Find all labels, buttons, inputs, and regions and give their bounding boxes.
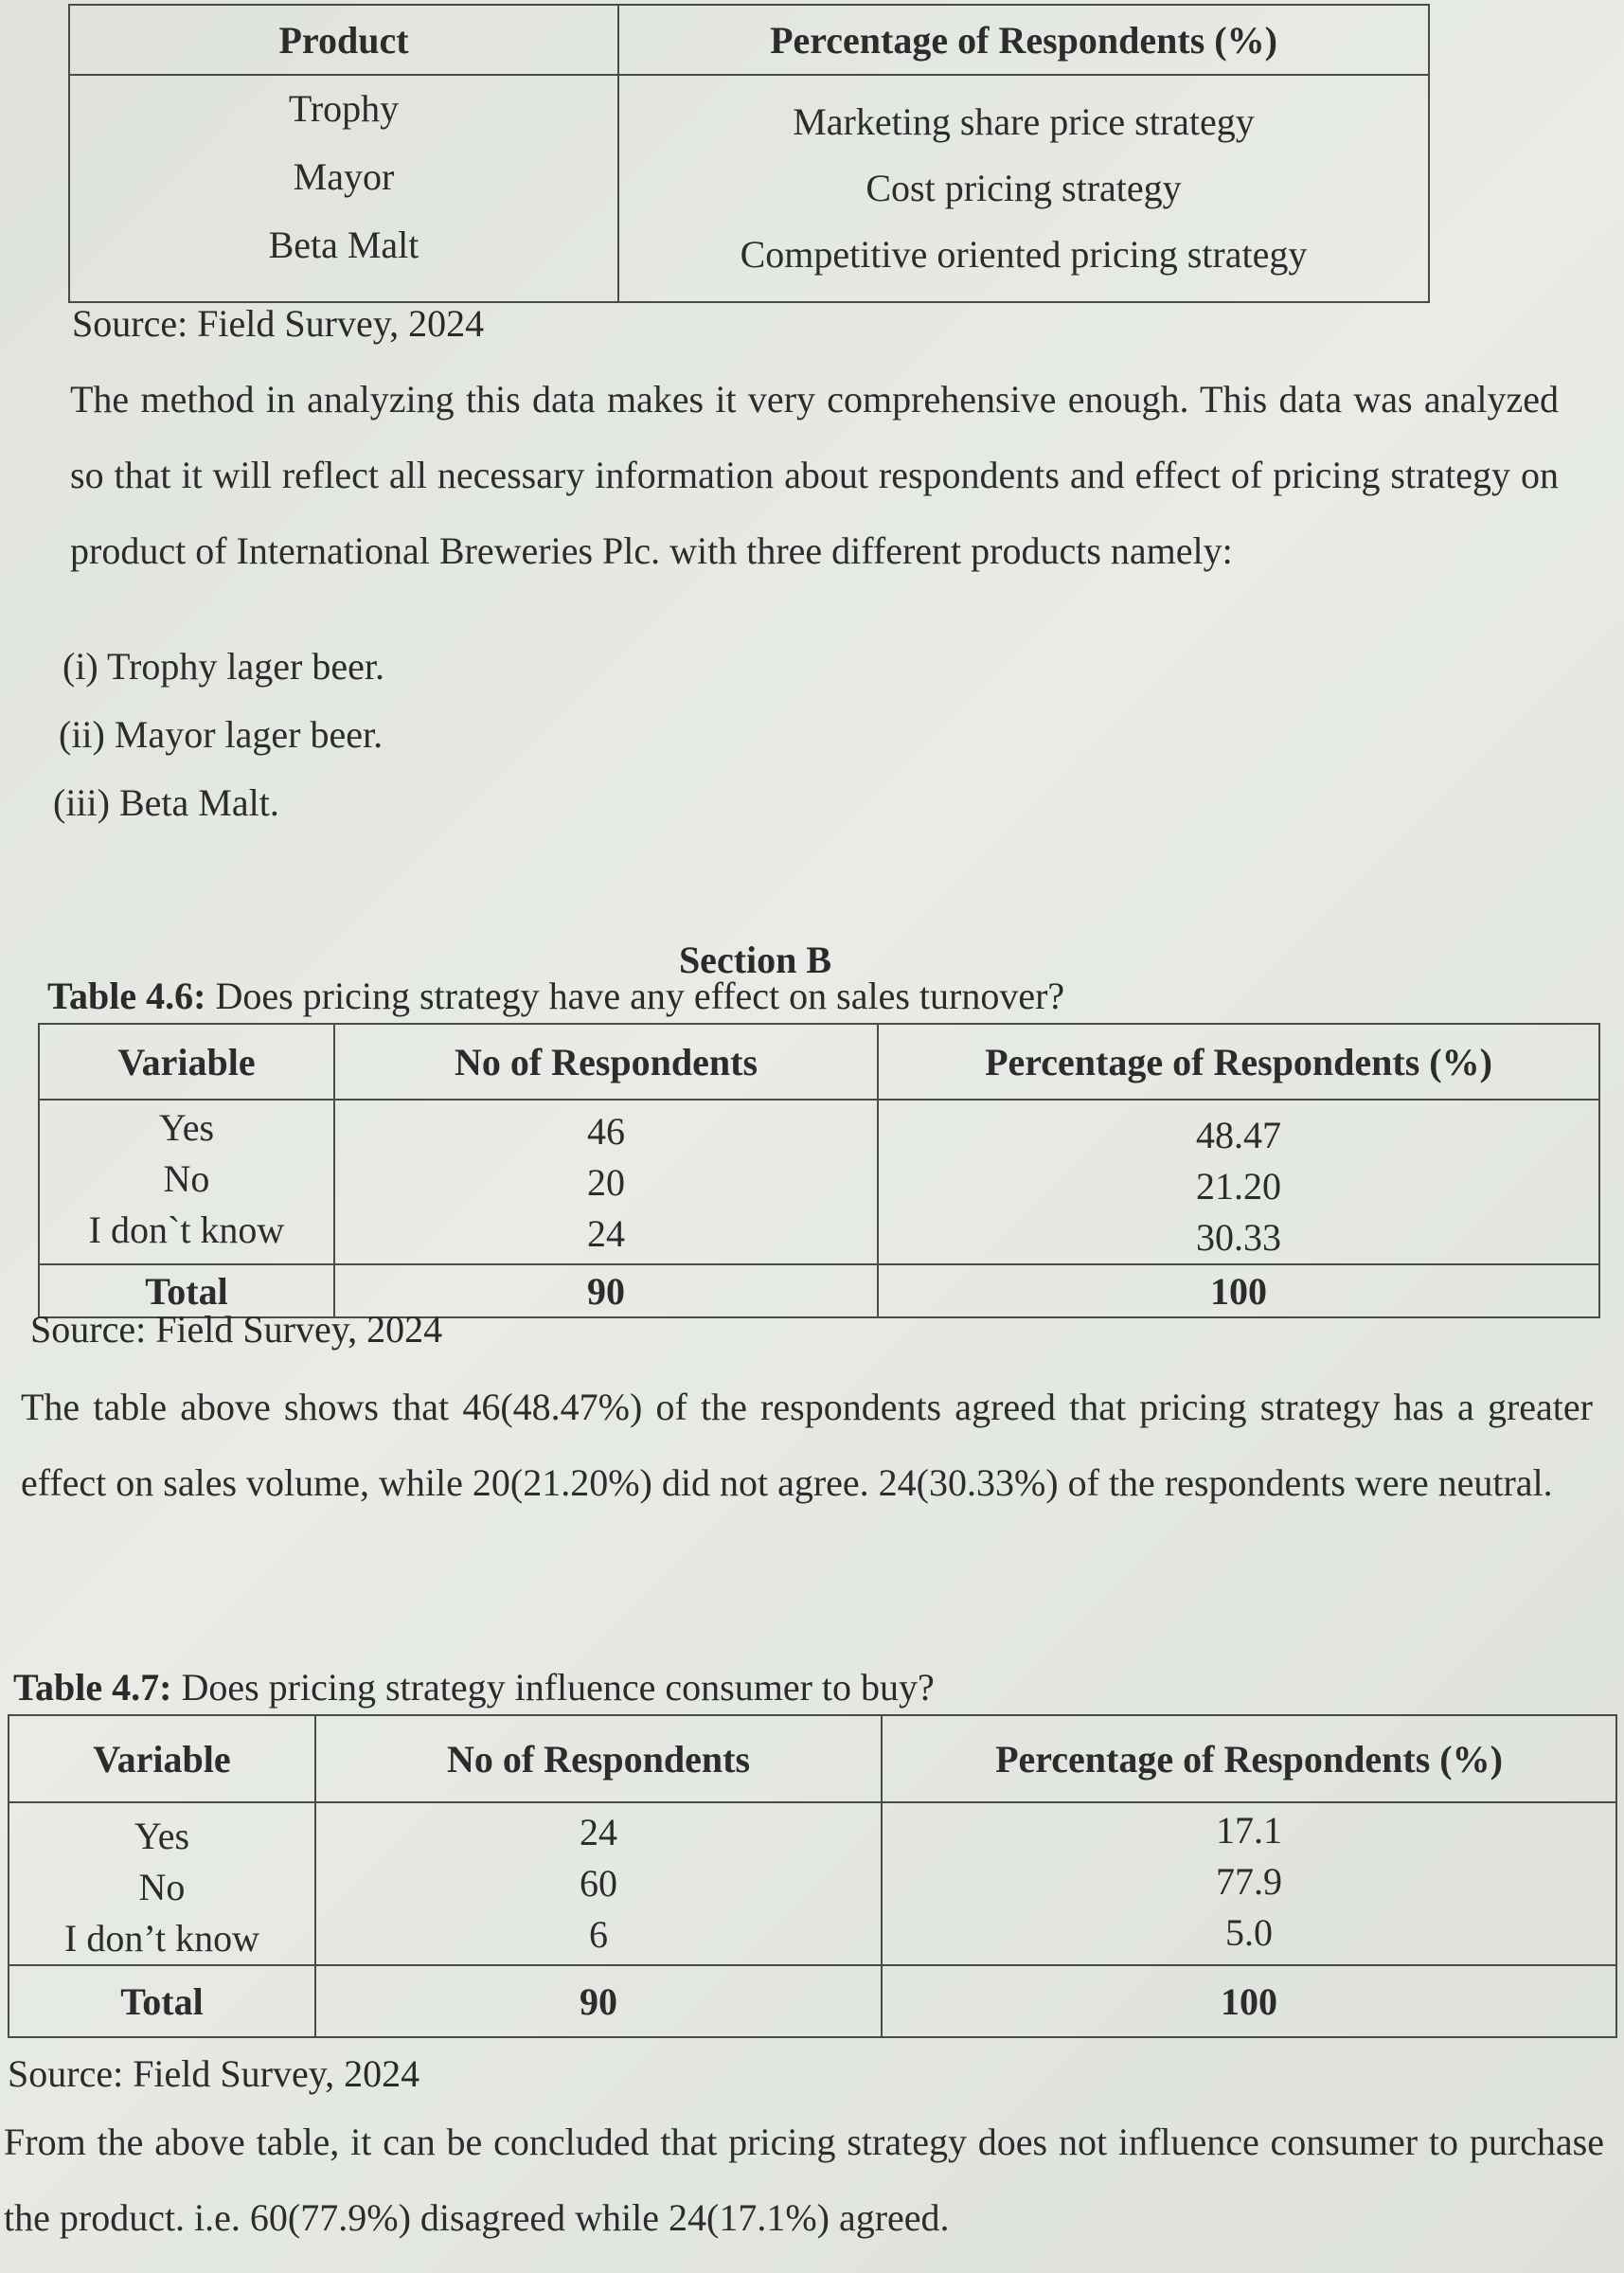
table-cell: 5.0 xyxy=(1225,1911,1273,1954)
table-cell: Mayor xyxy=(293,155,395,198)
table-cell: 48.47 xyxy=(1196,1114,1281,1156)
section-title: Section B xyxy=(678,939,832,981)
product-column xyxy=(69,75,618,302)
strategy-column xyxy=(618,75,1429,302)
table-caption-label: Table 4.6: xyxy=(47,975,206,1017)
table-caption-label: Table 4.7: xyxy=(13,1666,172,1709)
total-percentage: 100 xyxy=(882,1965,1616,2037)
table-caption-text: Does pricing strategy have any effect on sales turnover? xyxy=(205,975,1065,1017)
list-item: (iii) Beta Malt. xyxy=(53,781,279,824)
table-cell: 17.1 xyxy=(1216,1809,1282,1852)
respondents-column xyxy=(315,1802,882,1965)
respondents-column xyxy=(334,1100,878,1264)
total-respondents: 90 xyxy=(334,1264,878,1317)
table-cell: No xyxy=(163,1157,210,1200)
table-header: Product xyxy=(69,5,618,75)
list-item: (i) Trophy lager beer. xyxy=(62,645,384,688)
total-respondents: 90 xyxy=(315,1965,882,2037)
table-cell: 24 xyxy=(587,1212,625,1255)
table-cell: No xyxy=(138,1866,186,1908)
table-cell: Trophy xyxy=(288,87,400,130)
table-caption xyxy=(47,974,1064,1018)
table-cell: Yes xyxy=(158,1106,215,1149)
table-4-6 xyxy=(38,1023,1600,1318)
table-cell: Competitive oriented pricing strategy xyxy=(740,233,1308,276)
table-header: No of Respondents xyxy=(315,1715,882,1802)
paragraph-text: The table above shows that 46(48.47%) of the respondents agreed that pricing strategy has a greater effect on sales volume, while 20(21.20%) did not agree. 24(30.33%) of the respondents were neutral. xyxy=(21,1386,1593,1504)
table-header: Percentage of Respondents (%) xyxy=(618,5,1429,75)
variable-column xyxy=(39,1100,334,1264)
table-header: No of Respondents xyxy=(334,1024,878,1100)
source-note: Source: Field Survey, 2024 xyxy=(8,2052,420,2095)
table-cell: I don`t know xyxy=(88,1208,285,1251)
table-cell: Cost pricing strategy xyxy=(866,167,1182,209)
table-cell: Yes xyxy=(134,1815,190,1857)
table-header: Percentage of Respondents (%) xyxy=(882,1715,1616,1802)
table-cell: 6 xyxy=(589,1913,608,1956)
table-4-6-summary xyxy=(21,1369,1593,1521)
paragraph-text: The method in analyzing this data makes it very comprehensive enough. This data was analyzed so that it will reflect all necessary information about respondents and effect of pricing strategy on product of International Breweries Plc. with three different products namely: xyxy=(70,378,1559,572)
source-note: Source: Field Survey, 2024 xyxy=(30,1308,443,1351)
table-cell: 21.20 xyxy=(1196,1165,1281,1208)
table-cell: Beta Malt xyxy=(268,224,419,266)
percentage-column xyxy=(882,1802,1616,1965)
total-label: Total xyxy=(9,1965,315,2037)
product-strategy-table xyxy=(68,4,1430,303)
total-percentage: 100 xyxy=(878,1264,1599,1317)
list-item: (ii) Mayor lager beer. xyxy=(59,713,384,756)
table-header: Percentage of Respondents (%) xyxy=(878,1024,1599,1100)
variable-column xyxy=(9,1802,315,1965)
table-caption-text: Does pricing strategy influence consumer to buy? xyxy=(171,1666,935,1709)
percentage-column xyxy=(878,1100,1599,1264)
intro-paragraph xyxy=(70,362,1559,589)
source-note: Source: Field Survey, 2024 xyxy=(72,302,485,345)
table-cell: 46 xyxy=(587,1110,625,1153)
table-header: Variable xyxy=(39,1024,334,1100)
table-cell: 20 xyxy=(587,1161,625,1204)
table-4-7 xyxy=(8,1714,1617,2038)
table-caption xyxy=(13,1665,935,1709)
table-header: Variable xyxy=(9,1715,315,1802)
table-cell: 30.33 xyxy=(1196,1216,1281,1259)
table-cell: I don’t know xyxy=(64,1917,259,1960)
table-4-7-summary xyxy=(4,2104,1604,2256)
table-cell: 77.9 xyxy=(1216,1860,1282,1903)
table-cell: 24 xyxy=(580,1811,617,1853)
total-label: Total xyxy=(39,1264,334,1317)
table-cell: Marketing share price strategy xyxy=(793,100,1255,143)
paragraph-text: From the above table, it can be concluded that pricing strategy does not influence consumer to purchase the product. i.e. 60(77.9%) disagreed while 24(17.1%) agreed. xyxy=(4,2121,1604,2239)
table-cell: 60 xyxy=(580,1862,617,1905)
